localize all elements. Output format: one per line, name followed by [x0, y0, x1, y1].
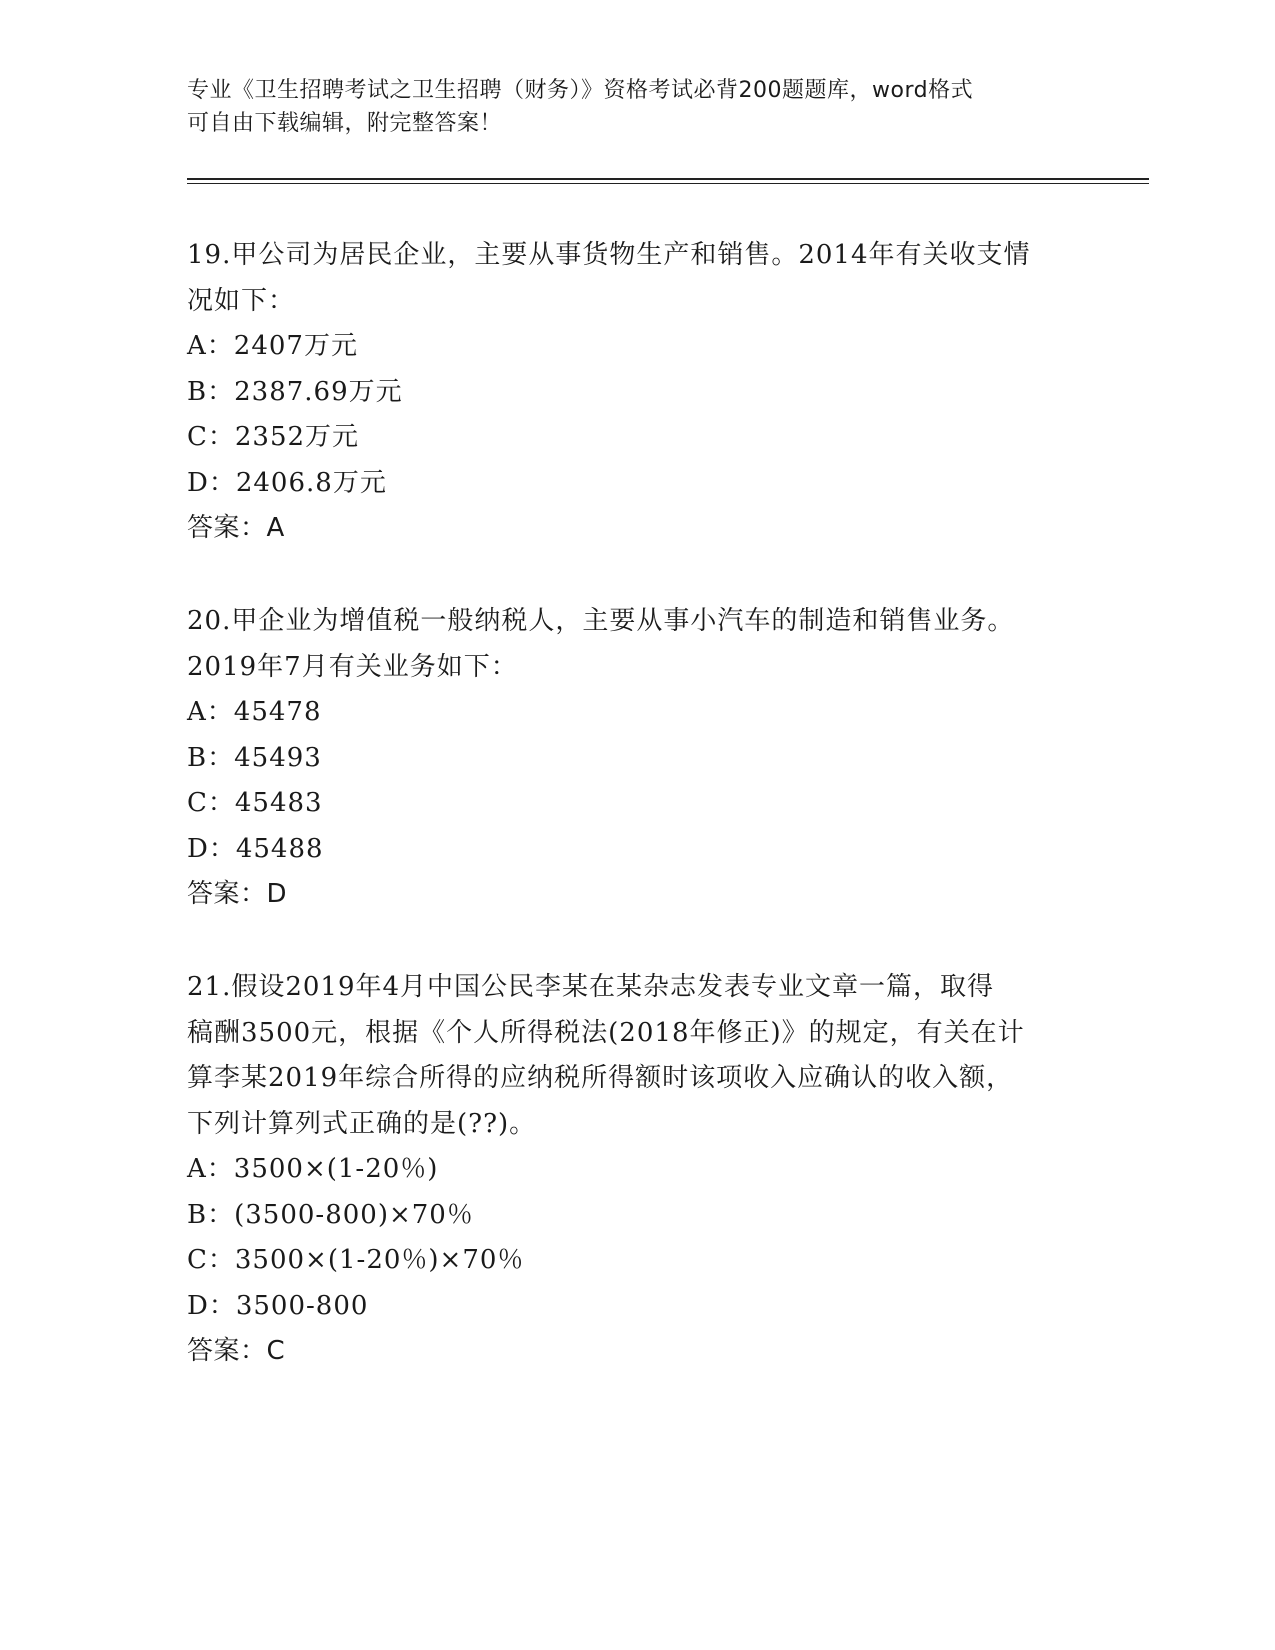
option-d: D：3500-800	[187, 1290, 369, 1321]
question-21	[187, 965, 1087, 1375]
header-title-line-2: 可自由下载编辑，附完整答案！	[187, 111, 503, 136]
answer-line: 答案：A	[187, 513, 285, 543]
answer-line: 答案：C	[187, 1336, 286, 1366]
option-d: D：45488	[187, 833, 324, 864]
question-stem-line: 19.甲公司为居民企业，主要从事货物生产和销售。2014年有关收支情	[187, 240, 1031, 270]
option-c: C：2352万元	[187, 422, 360, 452]
option-c: C：45483	[187, 788, 323, 818]
option-b: B：45493	[187, 742, 322, 773]
question-stem-line: 下列计算列式正确的是(??)。	[187, 1108, 537, 1139]
header-divider-thin	[187, 183, 1149, 184]
option-b: B：(3500-800)×70％	[187, 1199, 474, 1230]
option-d: D：2406.8万元	[187, 467, 387, 498]
option-a: A：3500×(1-20％)	[187, 1154, 439, 1184]
option-a: A：45478	[187, 697, 322, 727]
header-title-line-1: 专业《卫生招聘考试之卫生招聘（财务）》资格考试必背200题题库，word格式	[187, 78, 974, 103]
question-stem-line: 况如下：	[187, 285, 296, 316]
header-divider-thick	[187, 178, 1149, 180]
document-header	[187, 74, 1087, 140]
question-stem-line: 21.假设2019年4月中国公民李某在某杂志发表专业文章一篇，取得	[187, 972, 995, 1002]
question-stem-line: 算李某2019年综合所得的应纳税所得额时该项收入应确认的收入额，	[187, 1063, 1014, 1093]
option-c: C：3500×(1-20％)×70％	[187, 1245, 525, 1275]
option-a: A：2407万元	[187, 331, 358, 361]
question-20	[187, 599, 1087, 918]
question-stem-line: 稿酬3500元，根据《个人所得税法(2018年修正)》的规定，有关在计	[187, 1017, 1025, 1048]
question-stem-line: 20.甲企业为增值税一般纳税人，主要从事小汽车的制造和销售业务。	[187, 606, 1015, 636]
option-b: B：2387.69万元	[187, 376, 403, 407]
question-stem-line: 2019年7月有关业务如下：	[187, 651, 518, 682]
answer-line: 答案：D	[187, 879, 288, 909]
question-19	[187, 233, 1087, 552]
